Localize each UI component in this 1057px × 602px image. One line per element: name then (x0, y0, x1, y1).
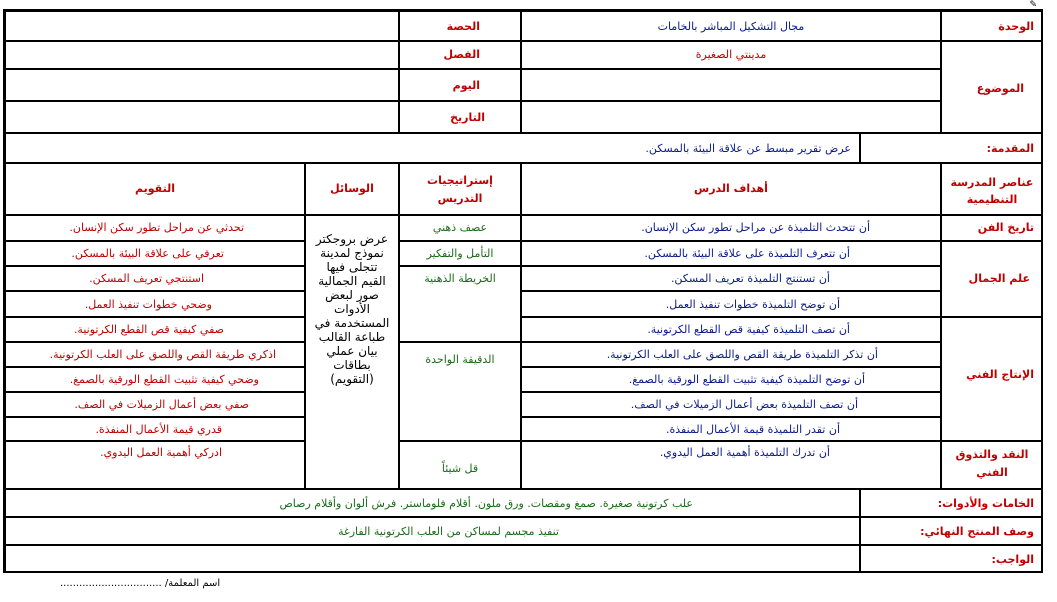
teacher-name-line: اسم المعلمة/ ................................ (60, 578, 221, 589)
strategy-cell (399, 342, 521, 441)
date-value-cell (5, 101, 399, 133)
unit-value-cell (521, 11, 941, 41)
objective-row (521, 392, 941, 417)
section-aesthetics-label: علم الجمال (968, 272, 1030, 285)
topic-label-cell (941, 41, 1043, 133)
objective-row (521, 417, 941, 441)
evaluation-row (5, 266, 305, 291)
objective-row (521, 215, 941, 241)
means-text: عرض بروجكتر نموذج لمدينة تتجلى فيها القيم الجمالية صور لبعض الأدوات المستخدمة في طباعة القالب بيان عملي بطاقات (التقويم) (314, 232, 390, 386)
section-criticism-label: النقد والتذوق الفني (955, 448, 1029, 479)
objective-text: أن توضح التلميذة خطوات تنفيذ العمل. (665, 298, 840, 311)
section-production (941, 317, 1043, 441)
evaluation-text: تحدثي عن مراحل تطور سكن الإنسان. (69, 221, 244, 234)
section-aesthetics (941, 241, 1043, 317)
period-label-cell (399, 11, 521, 41)
topic-value-cell (521, 41, 941, 69)
col-means-header (305, 163, 399, 215)
intro-label: المقدمة: (986, 142, 1034, 155)
topic-label: الموضوع (976, 82, 1024, 95)
evaluation-row (5, 367, 305, 392)
section-art-history (941, 215, 1043, 241)
unit-label-cell (941, 11, 1043, 41)
objective-text: أن تستنتج التلميذة تعريف المسكن. (670, 272, 830, 285)
evaluation-text: وضحي كيفية تثبيت القطع الورقية بالصمغ. (69, 373, 259, 386)
period-label: الحصة (446, 20, 480, 33)
objective-text: أن تتحدث التلميذة عن مراحل تطور سكن الإنسان. (641, 221, 870, 234)
strategy-cell (399, 241, 521, 266)
unit-value: مجال التشكيل المباشر بالخامات (657, 20, 805, 33)
final-product-value: تنفيذ مجسم لمساكن من العلب الكرتونية الفارغة (338, 525, 559, 538)
col-objectives-header (521, 163, 941, 215)
corner-mark: ✎ (1029, 0, 1037, 10)
evaluation-text: استنتجي تعريف المسكن. (89, 272, 204, 285)
objective-text: أن تتعرف التلميذة على علاقة البيئة بالمسكن. (644, 247, 850, 260)
evaluation-row (5, 215, 305, 241)
evaluation-row (5, 392, 305, 417)
evaluation-row (5, 291, 305, 317)
col-evaluation-label: التقويم (135, 182, 175, 195)
final-product-label-cell (860, 517, 1043, 545)
section-art-history-label: تاريخ الفن (977, 221, 1034, 234)
final-product-label: وصف المنتج النهائي: (920, 525, 1034, 538)
strategy-text: الدقيقة الواحدة (425, 353, 495, 366)
strategy-text: قل شيئاً (441, 462, 479, 475)
col-evaluation-header (5, 163, 305, 215)
topic-empty-2 (521, 101, 941, 133)
col-strategies-header (399, 163, 521, 215)
strategy-cell (399, 441, 521, 489)
day-value-cell (5, 69, 399, 101)
strategy-cell (399, 215, 521, 241)
objective-text: أن تصف التلميذة بعض أعمال الزميلات في الصف. (630, 398, 858, 411)
class-value-cell (5, 41, 399, 69)
day-label: اليوم (452, 79, 480, 92)
evaluation-row (5, 342, 305, 367)
strategy-text: عصف ذهني (432, 221, 488, 234)
objective-row (521, 317, 941, 342)
objective-row (521, 342, 941, 367)
evaluation-text: وضحي خطوات تنفيذ العمل. (84, 298, 212, 311)
strategy-cell (399, 266, 521, 342)
homework-value-cell (5, 545, 860, 573)
objective-text: أن تذكر التلميذة طريقة القص واللصق على العلب الكرتونية. (606, 348, 878, 361)
topic-value: مدينتي الصغيرة (695, 48, 767, 61)
intro-label-cell (860, 133, 1043, 163)
objective-row (521, 291, 941, 317)
strategy-text: التأمل والتفكير (426, 247, 494, 260)
class-label: الفصل (443, 48, 480, 61)
section-production-label: الإنتاج الفني (966, 368, 1034, 381)
evaluation-text: قدري قيمة الأعمال المنفذة. (95, 423, 222, 436)
date-label-cell (399, 101, 521, 133)
section-criticism (941, 441, 1043, 489)
objective-row (521, 441, 941, 489)
evaluation-text: تعرفي على علاقة البيئة بالمسكن. (71, 247, 224, 260)
evaluation-text: ادركي أهمية العمل اليدوي. (100, 446, 222, 459)
class-label-cell (399, 41, 521, 69)
lesson-plan-table (3, 9, 1043, 573)
strategy-text: الخريطة الذهنية (424, 272, 496, 285)
date-label: التاريخ (450, 111, 485, 124)
evaluation-row (5, 441, 305, 489)
objective-text: أن تقدر التلميذة قيمة الأعمال المنفذة. (665, 423, 840, 436)
materials-value: علب كرتونية صغيرة. صمغ ومقصات. ورق ملون. أقلام فلوماستر. فرش ألوان وأقلام رصاص (279, 497, 693, 510)
col-strategies-label: إستراتيجيات التدريس (427, 174, 493, 205)
evaluation-row (5, 241, 305, 266)
evaluation-row (5, 317, 305, 342)
homework-label: الواجب: (991, 553, 1034, 566)
objective-text: أن تصف التلميذة كيفية قص القطع الكرتونية. (647, 323, 850, 336)
materials-label-cell (860, 489, 1043, 517)
period-value-cell (5, 11, 399, 41)
evaluation-text: اذكري طريقة القص واللصق على العلب الكرتونية. (49, 348, 276, 361)
evaluation-row (5, 417, 305, 441)
col-elements-header (941, 163, 1043, 215)
unit-label: الوحدة (998, 20, 1034, 33)
col-elements-label: عناصر المدرسة التنظيمية (950, 176, 1034, 206)
objective-text: أن تدرك التلميذة أهمية العمل اليدوي. (659, 446, 830, 459)
intro-value: عرض تقرير مبسط عن علاقة البيئة بالمسكن. (645, 142, 851, 155)
means-cell (305, 215, 399, 489)
col-means-label: الوسائل (330, 182, 374, 195)
materials-label: الخامات والأدوات: (937, 497, 1034, 510)
objective-row (521, 367, 941, 392)
objective-row (521, 266, 941, 291)
materials-value-cell (5, 489, 860, 517)
topic-empty-1 (521, 69, 941, 101)
intro-value-cell (5, 133, 860, 163)
objective-text: أن توضح التلميذة كيفية تثبيت القطع الورقية بالصمغ. (628, 373, 865, 386)
day-label-cell (399, 69, 521, 101)
final-product-value-cell (5, 517, 860, 545)
homework-label-cell (860, 545, 1043, 573)
col-objectives-label: أهداف الدرس (694, 182, 768, 195)
evaluation-text: صفي بعض أعمال الزميلات في الصف. (74, 398, 249, 411)
evaluation-text: صفي كيفية قص القطع الكرتونية. (73, 323, 224, 336)
objective-row (521, 241, 941, 266)
